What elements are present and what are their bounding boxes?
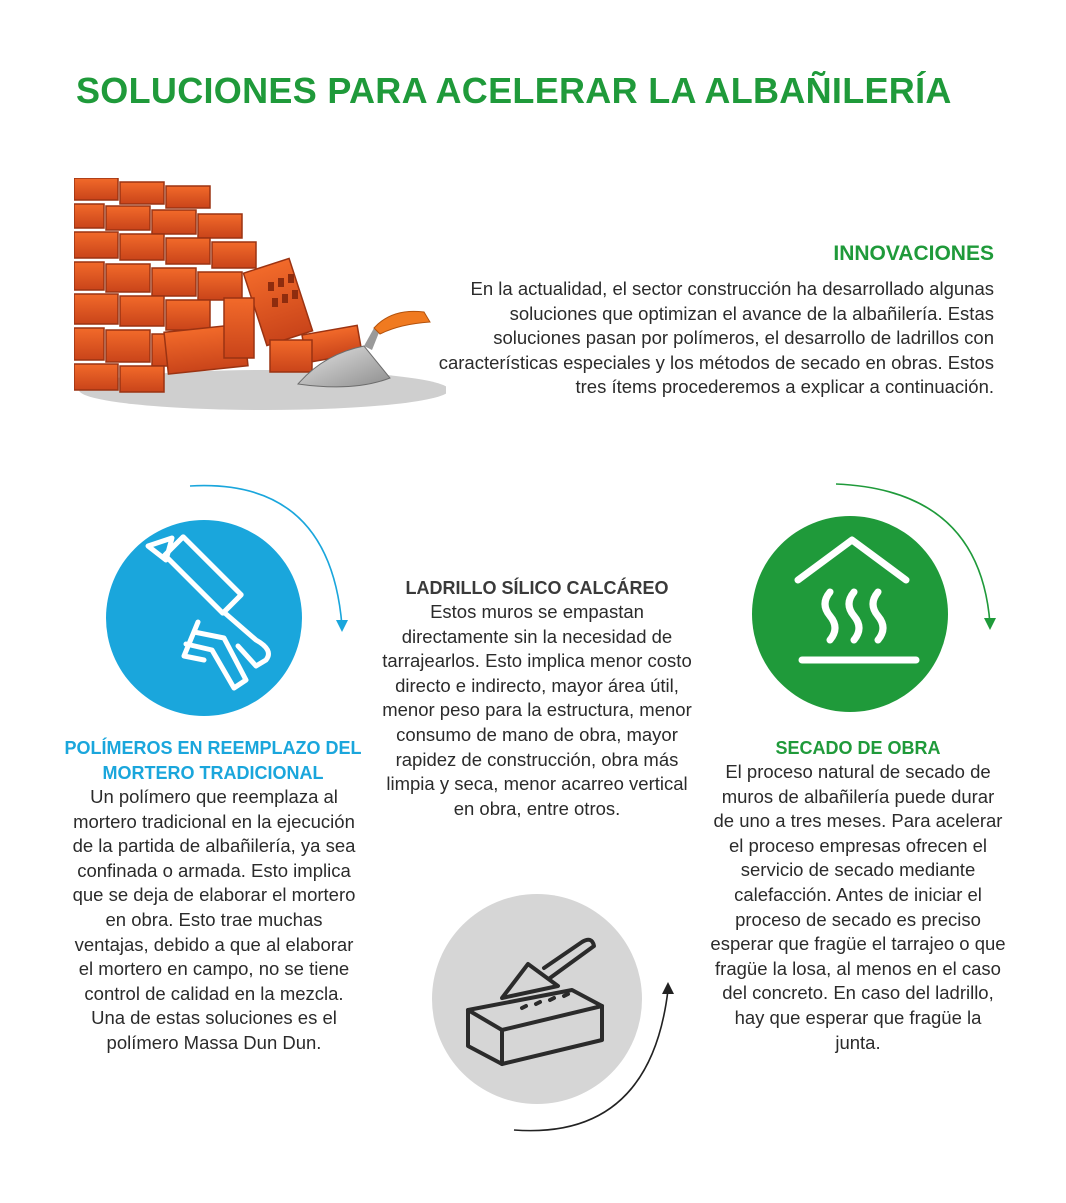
brick-title: LADRILLO SÍLICO CALCÁREO bbox=[405, 578, 669, 598]
polymers-title: POLÍMEROS EN REEMPLAZO DEL MORTERO TRADICIONAL bbox=[64, 738, 362, 783]
innovations-title: INNOVACIONES bbox=[833, 242, 994, 265]
brick-circle bbox=[432, 894, 642, 1104]
polymers-circle bbox=[106, 520, 302, 716]
brick-wall-image bbox=[74, 178, 446, 412]
polymers-body: Un polímero que reemplaza al mortero tradicional en la ejecución de la partida de albañilería, ya sea confinada o armada. Esto implica que se deja de elaborar el mortero en obra. Esto trae muchas ventajas, debido a que al elaborar el mortero en campo, no se tiene control de calidad en la mezcla. Una de estas soluciones es el polímero Massa Dun Dun. bbox=[72, 786, 356, 1053]
caulking-gun-icon bbox=[106, 520, 302, 716]
drying-circle bbox=[752, 516, 948, 712]
page-title: SOLUCIONES PARA ACELERAR LA ALBAÑILERÍA bbox=[76, 70, 952, 111]
drying-body: El proceso natural de secado de muros de albañilería puede durar de uno a tres meses. Para acelerar el proceso empresas ofrecen el servicio de secado mediante calefacción. Antes de iniciar el proceso de secado es preciso esperar que fragüe el tarrajeo o que fragüe la losa, al menos en el caso del concreto. En caso del ladrillo, hay que esperar que fragüe la junta. bbox=[710, 761, 1006, 1053]
house-heat-icon bbox=[752, 516, 948, 712]
innovations-body: En la actualidad, el sector construcción ha desarrollado algunas soluciones que optimizan el avance de la albañilería. Estas soluciones pasan por polímeros, el desarrollo de ladrillos con características especiales y los métodos de secado en obras. Estos tres ítems procederemos a explicar a continuación. bbox=[438, 278, 994, 398]
drying-title: SECADO DE OBRA bbox=[775, 738, 941, 758]
brick-body: Estos muros se empastan directamente sin la necesidad de tarrajearlos. Esto implica menor costo directo e indirecto, mayor área útil, menor peso para la estructura, menor consumo de mano de obra, mayor rapidez de construcción, obra más limpia y seca, menor acarreo vertical en obra, entre otros. bbox=[382, 601, 692, 819]
brick-trowel-icon bbox=[432, 894, 642, 1104]
